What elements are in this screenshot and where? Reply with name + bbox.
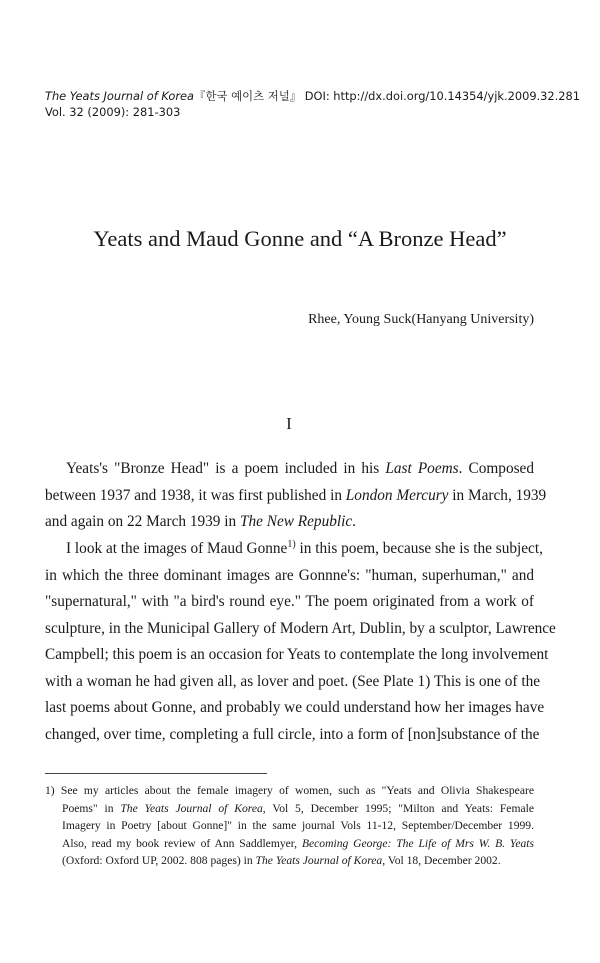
- paragraph-line: last poems about Gonne, and probably we could understand how her images have: [45, 699, 545, 716]
- journal-name: The Yeats Journal of Korea: [45, 89, 195, 103]
- footnote-line: [45, 800, 534, 818]
- paragraph-1: [45, 456, 547, 536]
- paragraph-line: [45, 456, 534, 483]
- author-affiliation: Rhee, Young Suck(Hanyang University): [308, 312, 534, 327]
- paragraph-line: Campbell; this poem is an occasion for Yeats to contemplate the long involvement: [45, 646, 549, 663]
- footnote-divider: [45, 773, 267, 774]
- text-run: between 1937 and 1938, it was first published in: [45, 486, 346, 504]
- italic-title: The New Republic: [240, 513, 353, 530]
- paragraph-line: sculpture, in the Municipal Gallery of Modern Art, Dublin, by a sculptor, Lawrence: [45, 619, 556, 637]
- text-run: I look at the images of Maud Gonne: [66, 540, 288, 557]
- doi-text: DOI: http://dx.doi.org/10.14354/yjk.2009.32.281: [304, 89, 581, 103]
- italic-title: Becoming George: The Life of Mrs W. B. Yeats: [301, 836, 534, 850]
- volume-line: Vol. 32 (2009): 281-303: [45, 105, 181, 119]
- text-run: in March, 1939: [448, 486, 547, 504]
- text-run: and again on 22 March 1939 in: [45, 513, 240, 530]
- footnote: [45, 782, 534, 870]
- italic-title: The Yeats Journal of Korea,: [255, 854, 386, 867]
- footnote-line: [45, 835, 534, 853]
- footnote-line: 1) See my articles about the female imagery of women, such as "Yeats and Olivia Shakespeare: [45, 784, 534, 797]
- footnote-line: [45, 852, 534, 870]
- text-run: Poems" in: [62, 801, 121, 815]
- paragraph-line: with a woman he had given all, as lover and poet. (See Plate 1) This is one of the: [45, 672, 541, 690]
- italic-title: London Mercury: [345, 486, 449, 504]
- text-run: Vol 18, December 2002.: [385, 854, 501, 867]
- paragraph-line: changed, over time, completing a full circle, into a form of [non]substance of the: [45, 725, 540, 743]
- paragraph-line: [45, 509, 534, 536]
- italic-title: The Yeats Journal of Korea,: [120, 801, 266, 815]
- footnote-ref[interactable]: 1): [287, 539, 296, 550]
- text-run: Vol 5, December 1995; "Milton and Yeats: Female: [265, 801, 534, 815]
- footnote-line: Imagery in Poetry [about Gonne]" in the same journal Vols 11-12, September/December 1999.: [62, 819, 534, 832]
- journal-korean-title: 『한국 예이츠 저널』: [194, 89, 302, 103]
- paragraph-line: in which the three dominant images are Gonnne's: "human, superhuman," and: [45, 566, 534, 584]
- section-heading: I: [286, 414, 292, 433]
- journal-header-line: [45, 89, 580, 104]
- text-run: .: [352, 513, 356, 530]
- article-title: Yeats and Maud Gonne and “A Bronze Head”: [93, 226, 507, 251]
- text-run: in this poem, because she is the subject,: [295, 540, 543, 557]
- text-run: Yeats's "Bronze Head" is a poem included in his: [66, 460, 386, 477]
- paragraph-line: "supernatural," with "a bird's round eye." The poem originated from a work of: [45, 593, 534, 610]
- text-run: Also, read my book review of Ann Saddlemyer,: [62, 836, 302, 850]
- text-run: . Composed: [458, 460, 534, 477]
- text-run: (Oxford: Oxford UP, 2002. 808 pages) in: [62, 854, 256, 867]
- paragraph-2: [45, 536, 556, 748]
- paragraph-line: [45, 483, 547, 510]
- italic-title: Last Poems: [385, 460, 459, 477]
- paragraph-line: [45, 536, 543, 563]
